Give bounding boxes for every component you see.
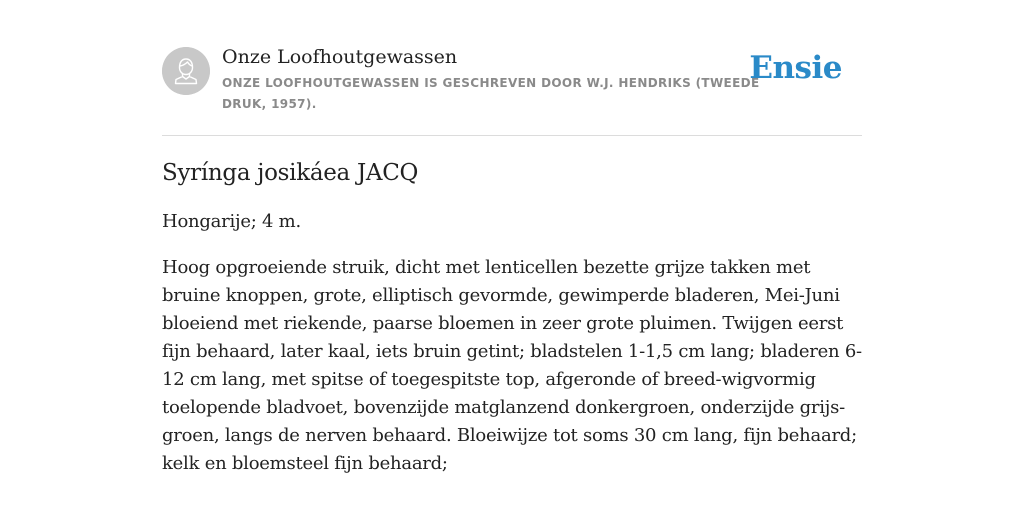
author-description: ONZE LOOFHOUTGEWASSEN IS GESCHREVEN DOOR W.J. HENDRIKS (TWEEDE DRUK, 1957). [222,76,760,111]
author-name[interactable]: Onze Loofhoutgewassen [222,46,458,68]
entry-paragraph-description: Hoog opgroeiende struik, dicht met lenticellen bezette grijze takken met bruine knoppen, grote, elliptisch gevormde, gewimperde bladeren, Mei-Juni bloeiend met riekende, paarse bloemen in zeer grote pluimen. Twijgen eerst fijn behaard, later kaal, iets bruin getint; bladstelen 1-1,5 cm lang; bladeren 6-12 cm lang, met spitse of toegespitste top, afgeronde of breed-wigvormig toelopende bladvoet, bovenzijde matglanzend donkergroen, onderzijde grijs-groen, langs de nerven behaard. Bloeiwijze tot soms 30 cm lang, fijn behaard; kelk en bloemsteel fijn behaard; [162,257,862,474]
source-header [162,44,862,136]
entry-paragraph-location: Hongarije; 4 m. [162,211,301,232]
user-avatar-icon [162,47,210,95]
entry-title: Syrínga josikáea JACQ [162,160,419,186]
ensie-logo-link[interactable]: Ensie [749,50,842,86]
entry-content [162,156,862,478]
